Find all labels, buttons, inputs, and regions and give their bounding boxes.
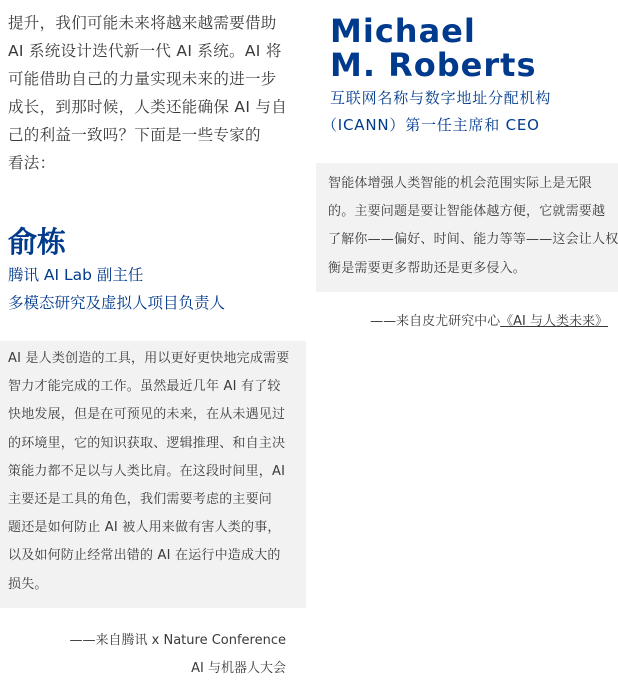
expert2-title: 互联网名称与数字地址分配机构 <box>330 89 552 107</box>
expert1-source-line: AI 与机器人大会 <box>191 661 286 676</box>
quote-line: 题还是如何防止 AI 被人用来做有害人类的事， <box>8 520 281 536</box>
quote-line: 以及如何防止经常出错的 AI 在运行中造成大的 <box>8 548 281 564</box>
expert2-quote-box <box>316 163 618 292</box>
quote-line: 策能力都不足以与人类比肩。在这段时间里，AI <box>8 463 286 479</box>
quote-line: 损失。 <box>8 576 48 592</box>
intro-paragraph <box>8 9 290 177</box>
expert2-name <box>330 14 537 82</box>
intro-line: AI 系统设计迭代新一代 AI 系统。AI 将 <box>8 42 282 60</box>
quote-line: 了解你——偏好、时间、能力等等——这会让人权 <box>328 232 618 248</box>
quote-line: 智能体增强人类智能的机会范围实际上是无限 <box>328 176 593 191</box>
intro-line: 己的利益一致吗？下面是一些专家的 <box>8 126 261 144</box>
expert1-quote-box <box>0 341 306 608</box>
expert1-title: 多模态研究及虚拟人项目负责人 <box>8 294 226 312</box>
quote-line: 快地发展，但是在可预见的未来，在从未遇见过 <box>8 407 286 423</box>
expert2-name-line: M. Roberts <box>330 46 537 84</box>
intro-line: 成长，到那时候，人类还能确保 AI 与自 <box>8 98 288 116</box>
expert1-source-line: ——来自腾讯 x Nature Conference <box>69 633 286 648</box>
intro-line: 提升，我们可能未来将越来越需要借助 <box>8 14 277 32</box>
expert2-source-prefix: ——来自皮尤研究中心 <box>370 314 501 329</box>
quote-line: 智力才能完成的工作。虽然最近几年 AI 有了较 <box>8 379 281 395</box>
quote-line: 的。主要问题是要让智能体越方便，它就需要越 <box>328 204 606 220</box>
intro-line: 可能借助自己的力量实现未来的进一步 <box>8 70 277 88</box>
quote-line: 衡是需要更多帮助还是更多侵入。 <box>328 260 527 276</box>
expert2-name-line: Michael <box>330 12 476 50</box>
expert2-title: （ICANN）第一任主席和 CEO <box>322 116 540 134</box>
expert2-source <box>370 312 608 332</box>
quote-line: 主要还是工具的角色，我们需要考虑的主要问 <box>8 492 273 508</box>
expert1-name: 俞栋 <box>8 225 67 259</box>
quote-line: AI 是人类创造的工具，用以更好更快地完成需要 <box>8 351 290 366</box>
quote-line: 的环境里，它的知识获取、逻辑推理、和自主决 <box>8 435 286 451</box>
intro-line: 看法： <box>8 154 56 172</box>
expert1-title: 腾讯 AI Lab 副主任 <box>8 266 144 284</box>
expert2-source-title-link[interactable]: 《AI 与人类未来》 <box>500 314 608 329</box>
